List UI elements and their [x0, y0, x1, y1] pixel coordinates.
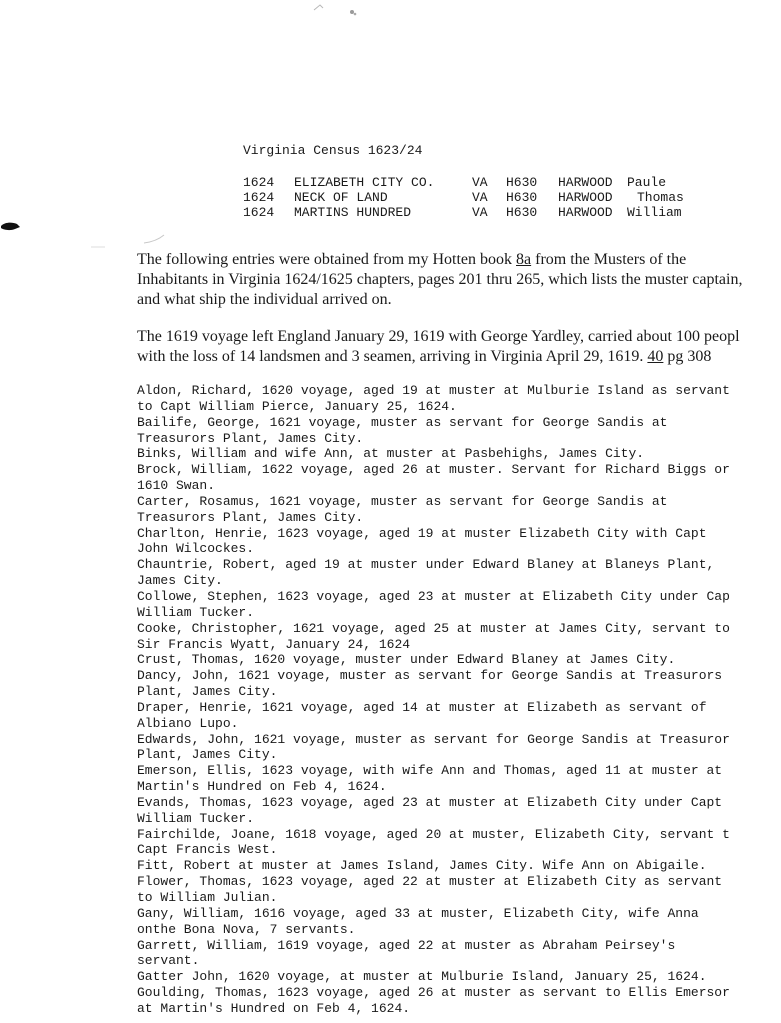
census-given: William — [627, 205, 682, 220]
entry-line: Cooke, Christopher, 1621 voyage, aged 25 at muster at James City, servant to — [137, 620, 730, 636]
entry-line: John Wilcockes. — [137, 541, 255, 557]
census-title: Virginia Census 1623/24 — [243, 143, 423, 158]
entry-line: Garrett, William, 1619 voyage, aged 22 at muster as Abraham Peirsey's — [137, 937, 676, 953]
entry-line: Capt Francis West. — [137, 842, 278, 858]
census-place: ELIZABETH CITY CO. — [294, 175, 435, 190]
entry-line: Treasurors Plant, James City. — [137, 430, 364, 446]
entry-line: onthe Bona Nova, 7 servants. — [137, 921, 356, 937]
census-state: VA — [472, 190, 488, 205]
entry-line: Gatter John, 1620 voyage, at muster at Mulburie Island, January 25, 1624. — [137, 969, 707, 985]
entry-line: William Tucker. — [137, 810, 255, 826]
entry-line: Dancy, John, 1621 voyage, muster as servant for George Sandis at Treasurors — [137, 668, 723, 684]
entry-line: Flower, Thomas, 1623 voyage, aged 22 at muster at Elizabeth City as servant — [137, 874, 723, 890]
entry-line: Charlton, Henrie, 1623 voyage, aged 19 at muster Elizabeth City with Capt — [137, 525, 707, 541]
binding-mark — [0, 220, 22, 234]
entry-line: Plant, James City. — [137, 684, 278, 700]
voyage-line: The 1619 voyage left England January 29, 1619 with George Yardley, carried about 100 peopl — [137, 328, 740, 345]
census-place: MARTINS HUNDRED — [294, 205, 412, 220]
scan-speck — [140, 232, 170, 246]
entry-line: Brock, William, 1622 voyage, aged 26 at muster. Servant for Richard Biggs or — [137, 462, 730, 478]
entry-line: Bailife, George, 1621 voyage, muster as servant for George Sandis at — [137, 414, 668, 430]
census-surname: HARWOOD — [558, 190, 613, 205]
reference-8a: 8a — [516, 251, 532, 268]
entry-line: Albiano Lupo. — [137, 715, 239, 731]
entry-line: Chauntrie, Robert, aged 19 at muster under Edward Blaney at Blaneys Plant, — [137, 557, 715, 573]
entry-line: Evands, Thomas, 1623 voyage, aged 23 at muster at Elizabeth City under Capt — [137, 794, 723, 810]
entry-line: at Martin's Hundred on Feb 4, 1624. — [137, 1000, 411, 1016]
census-surname: HARWOOD — [558, 205, 613, 220]
entry-line: Plant, James City. — [137, 747, 278, 763]
entry-line: Emerson, Ellis, 1623 voyage, with wife Ann and Thomas, aged 11 at muster at — [137, 763, 723, 779]
intro-paragraph — [137, 250, 781, 310]
census-state: VA — [472, 205, 488, 220]
muster-entries-list — [137, 383, 730, 1017]
census-code: H630 — [506, 175, 538, 190]
census-given: Thomas — [637, 190, 684, 205]
scan-speck — [90, 244, 110, 250]
entry-line: Goulding, Thomas, 1623 voyage, aged 26 at muster as servant to Ellis Emersor — [137, 985, 730, 1001]
reference-40: 40 — [647, 348, 664, 365]
census-code: H630 — [506, 190, 538, 205]
census-given: Paule — [627, 175, 667, 190]
entry-line: servant. — [137, 953, 200, 969]
entry-line: Fitt, Robert at muster at James Island, James City. Wife Ann on Abigaile. — [137, 858, 707, 874]
census-place: NECK OF LAND — [294, 190, 388, 205]
entry-line: Treasurors Plant, James City. — [137, 509, 364, 525]
intro-line: and what ship the individual arrived on. — [137, 291, 392, 308]
entry-line: Draper, Henrie, 1621 voyage, aged 14 at muster at Elizabeth as servant of — [137, 699, 707, 715]
entry-line: Sir Francis Wyatt, January 24, 1624 — [137, 636, 411, 652]
entry-line: James City. — [137, 573, 223, 589]
entry-line: Gany, William, 1616 voyage, aged 33 at muster, Elizabeth City, wife Anna — [137, 905, 699, 921]
census-year: 1624 — [243, 190, 275, 205]
voyage-line: with the loss of 14 landsmen and 3 seamen, arriving in Virginia April 29, 1619. 40 pg 308 — [137, 348, 712, 365]
intro-line: The following entries were obtained from my Hotten book 8a from the Musters of the — [137, 251, 687, 268]
entry-line: Fairchilde, Joane, 1618 voyage, aged 20 at muster, Elizabeth City, servant t — [137, 826, 730, 842]
census-surname: HARWOOD — [558, 175, 613, 190]
entry-line: to William Julian. — [137, 890, 278, 905]
census-year: 1624 — [243, 205, 275, 220]
voyage-paragraph — [137, 327, 781, 367]
entry-line: Crust, Thomas, 1620 voyage, muster under Edward Blaney at James City. — [137, 652, 676, 668]
entry-line: Martin's Hundred on Feb 4, 1624. — [137, 779, 387, 795]
census-year: 1624 — [243, 175, 275, 190]
intro-line: Inhabitants in Virginia 1624/1625 chapters, pages 201 thru 265, which lists the muster captain, — [137, 271, 743, 288]
scan-speck — [312, 2, 362, 18]
entry-line: Carter, Rosamus, 1621 voyage, muster as servant for George Sandis at — [137, 493, 668, 509]
census-code: H630 — [506, 205, 538, 220]
entry-line: Collowe, Stephen, 1623 voyage, aged 23 at muster at Elizabeth City under Cap — [137, 588, 730, 604]
entry-line: to Capt William Pierce, January 25, 1624. — [137, 398, 457, 414]
census-state: VA — [472, 175, 488, 190]
entry-line: Binks, William and wife Ann, at muster at Pasbehighs, James City. — [137, 446, 645, 462]
entry-line: 1610 Swan. — [137, 478, 216, 494]
entry-line: Aldon, Richard, 1620 voyage, aged 19 at muster at Mulburie Island as servant — [137, 383, 730, 398]
entry-line: William Tucker. — [137, 604, 255, 620]
entry-line: Edwards, John, 1621 voyage, muster as servant for George Sandis at Treasuror — [137, 731, 730, 747]
